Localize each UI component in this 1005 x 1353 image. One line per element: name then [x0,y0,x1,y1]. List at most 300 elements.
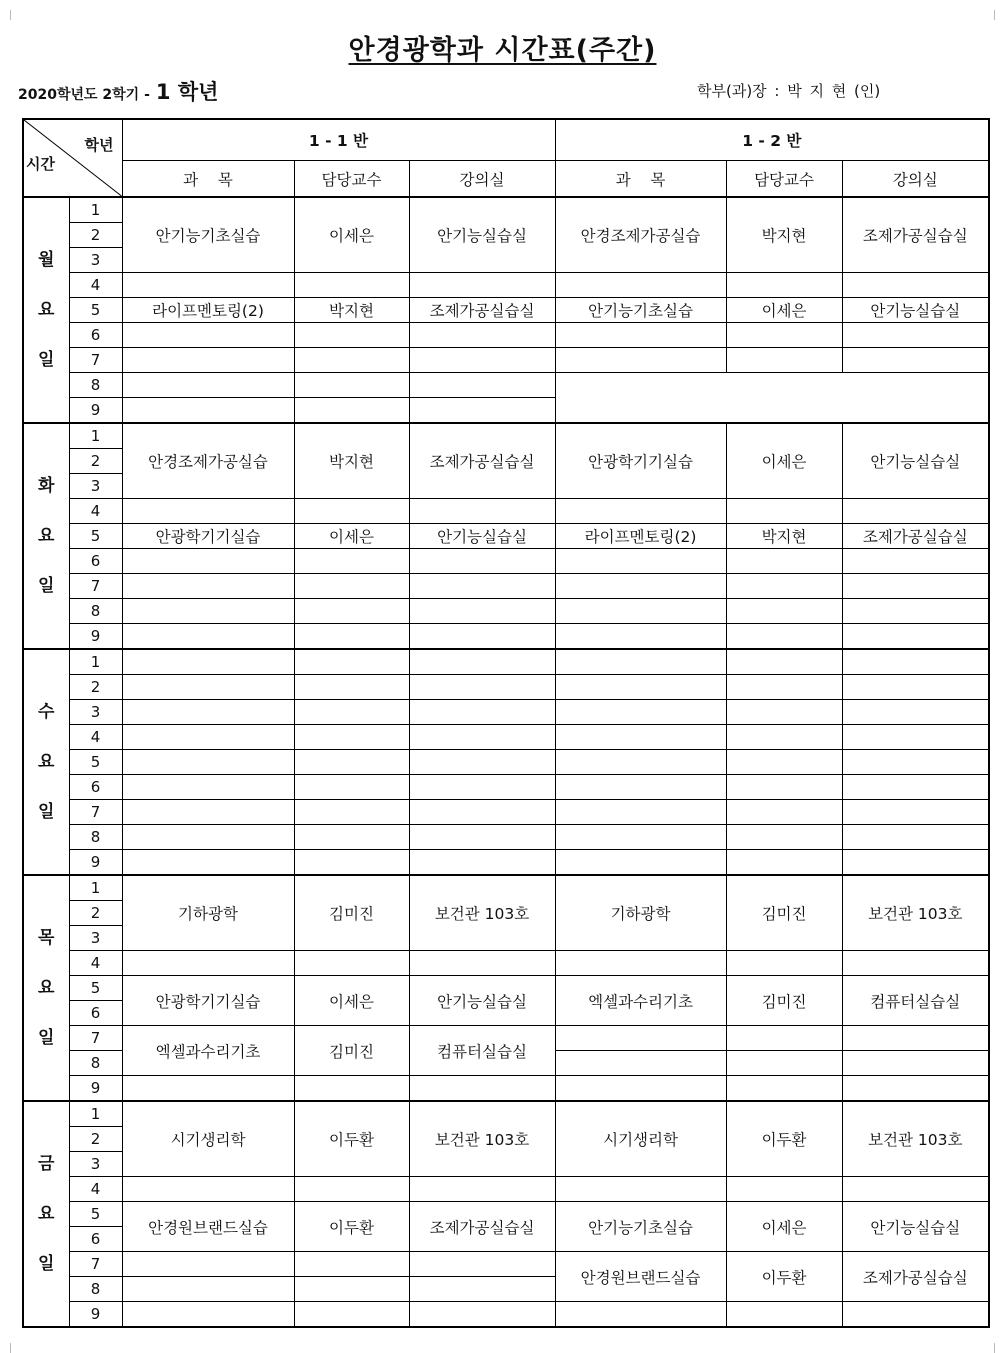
professor-cell [294,624,409,650]
table-row [23,850,989,876]
professor-cell [294,273,409,298]
period-number: 9 [69,624,122,650]
subject-cell: 라이프멘토링(2) [555,524,726,549]
period-number: 8 [69,599,122,624]
table-row [23,549,989,574]
room-cell [409,700,555,725]
table-row [23,675,989,700]
professor-cell: 박지현 [294,423,409,499]
table-row [23,574,989,599]
subject-cell: 안경조제가공실습 [555,197,726,273]
subject-cell [555,624,726,650]
professor-cell: 김미진 [726,875,842,951]
day-label [23,1101,69,1327]
room-cell [409,675,555,700]
room-cell [842,800,989,825]
professor-cell [294,549,409,574]
subject-cell [122,1277,294,1302]
room-cell [842,1302,989,1328]
subject-cell [122,825,294,850]
period-number: 1 [69,197,122,223]
room-cell: 보건관 103호 [409,875,555,951]
room-cell [409,273,555,298]
period-number: 4 [69,499,122,524]
professor-cell: 김미진 [294,1026,409,1076]
subject-cell [555,775,726,800]
professor-cell: 이세은 [726,298,842,323]
class1-professor-header: 담당교수 [294,161,409,198]
corner-grade-label: 학년 [84,136,114,154]
table-row [23,1302,989,1328]
room-cell [842,499,989,524]
professor-cell [294,750,409,775]
subject-cell [555,1076,726,1102]
table-row [23,1252,989,1277]
period-number: 8 [69,1277,122,1302]
professor-cell [294,951,409,976]
day-label [23,875,69,1101]
professor-cell [294,1252,409,1277]
room-cell [409,800,555,825]
day-char: 일 [38,802,55,822]
table-row [23,725,989,750]
subject-cell [122,398,294,424]
professor-cell [726,850,842,876]
period-number: 6 [69,1001,122,1026]
professor-cell [726,549,842,574]
room-cell: 조제가공실습실 [409,423,555,499]
subject-cell [555,1302,726,1328]
day-char: 수 [38,702,55,722]
room-cell [842,549,989,574]
room-cell: 안기능실습실 [842,298,989,323]
professor-cell [726,675,842,700]
period-number: 8 [69,373,122,398]
period-number: 5 [69,1202,122,1227]
period-number: 4 [69,725,122,750]
subject-cell [555,725,726,750]
professor-cell [726,574,842,599]
professor-cell [294,348,409,373]
room-cell [409,725,555,750]
subject-cell [122,675,294,700]
room-cell: 보건관 103호 [409,1101,555,1177]
room-cell: 안기능실습실 [409,197,555,273]
subject-cell [555,800,726,825]
day-char: 요 [38,1204,55,1224]
professor-cell: 이두환 [294,1101,409,1177]
room-cell [409,599,555,624]
subject-cell [555,1051,726,1076]
room-cell [409,1177,555,1202]
subject-cell [122,599,294,624]
room-cell [842,675,989,700]
table-row [23,499,989,524]
room-cell: 안기능실습실 [409,524,555,549]
professor-cell [294,800,409,825]
table-row [23,423,989,449]
subject-cell [122,348,294,373]
period-number: 2 [69,675,122,700]
table-row [23,1202,989,1227]
professor-cell: 이세은 [294,197,409,273]
subject-cell: 안기능기초실습 [555,1202,726,1252]
period-number: 4 [69,1177,122,1202]
subject-cell [555,599,726,624]
subject-cell [555,1026,726,1051]
subject-cell [122,1076,294,1102]
period-number: 2 [69,223,122,248]
subject-cell: 시기생리학 [122,1101,294,1177]
day-label [23,649,69,875]
professor-cell [726,775,842,800]
table-row [23,323,989,348]
period-number: 6 [69,549,122,574]
professor-cell [294,1277,409,1302]
room-cell [409,398,555,424]
subject-cell [122,1252,294,1277]
subject-cell [122,549,294,574]
professor-cell [294,700,409,725]
table-row [23,750,989,775]
subject-cell [555,750,726,775]
term-info [18,76,218,106]
table-row [23,599,989,624]
room-cell [842,825,989,850]
room-cell [409,1076,555,1102]
period-number: 8 [69,825,122,850]
room-cell: 보건관 103호 [842,1101,989,1177]
professor-cell [726,1026,842,1051]
subject-cell [555,649,726,675]
class1-subject-header: 과 목 [122,161,294,198]
subject-cell [555,323,726,348]
day-char: 요 [38,978,55,998]
subject-cell [555,348,726,373]
room-cell [842,1076,989,1102]
professor-cell [294,649,409,675]
subject-cell [555,574,726,599]
subject-cell [122,700,294,725]
room-cell [842,725,989,750]
room-cell [409,549,555,574]
room-cell: 조제가공실습실 [842,197,989,273]
table-row [23,524,989,549]
professor-cell [726,273,842,298]
period-number: 5 [69,976,122,1001]
room-cell [842,700,989,725]
professor-cell: 이세은 [726,1202,842,1252]
table-row [23,624,989,650]
class1-room-header: 강의실 [409,161,555,198]
day-char: 일 [38,350,55,370]
subject-cell: 안광학기기실습 [555,423,726,499]
subject-cell [122,800,294,825]
subject-cell: 안기능기초실습 [555,298,726,323]
period-number: 7 [69,348,122,373]
subject-cell: 안경조제가공실습 [122,423,294,499]
table-row [23,700,989,725]
class2-header: 1 - 2 반 [555,119,989,161]
period-number: 6 [69,1227,122,1252]
professor-cell: 이세은 [726,423,842,499]
subject-cell: 안기능기초실습 [122,197,294,273]
room-cell: 보건관 103호 [842,875,989,951]
subject-cell [122,850,294,876]
subject-cell [122,951,294,976]
subject-cell [555,951,726,976]
period-number: 5 [69,298,122,323]
table-row [23,875,989,901]
subject-cell [122,499,294,524]
professor-cell: 이세은 [294,524,409,549]
subject-cell: 안경원브랜드실습 [555,1252,726,1302]
period-number: 3 [69,700,122,725]
subject-cell: 안경원브랜드실습 [122,1202,294,1252]
table-row [23,775,989,800]
professor-cell [726,1051,842,1076]
room-cell [409,323,555,348]
subject-cell [122,649,294,675]
period-number: 2 [69,901,122,926]
room-cell [842,599,989,624]
professor-cell [294,850,409,876]
period-number: 7 [69,574,122,599]
professor-cell: 이두환 [294,1202,409,1252]
class1-header: 1 - 1 반 [122,119,555,161]
professor-cell [294,825,409,850]
professor-cell [294,499,409,524]
period-number: 1 [69,875,122,901]
subject-cell [122,725,294,750]
period-number: 9 [69,850,122,876]
room-cell [409,951,555,976]
room-cell: 조제가공실습실 [409,298,555,323]
subject-cell: 시기생리학 [555,1101,726,1177]
day-char: 일 [38,1028,55,1048]
subject-cell [555,675,726,700]
period-number: 1 [69,423,122,449]
period-number: 6 [69,323,122,348]
class2-subject-header: 과 목 [555,161,726,198]
period-number: 7 [69,800,122,825]
page-title: 안경광학과 시간표(주간) [348,35,657,66]
professor-cell [726,323,842,348]
professor-cell [726,649,842,675]
room-cell [842,348,989,373]
professor-cell [726,750,842,775]
period-number: 9 [69,1302,122,1328]
subject-cell: 라이프멘토링(2) [122,298,294,323]
professor-cell: 김미진 [294,875,409,951]
subject-cell [122,1302,294,1328]
room-cell [409,750,555,775]
room-cell [842,850,989,876]
professor-cell [294,398,409,424]
day-label [23,423,69,649]
day-char: 요 [38,526,55,546]
timetable [22,118,990,1328]
table-row [23,800,989,825]
room-cell [409,1252,555,1277]
room-cell [409,1302,555,1328]
corner-time-label: 시간 [26,155,55,173]
day-char: 화 [38,476,55,496]
room-cell [842,649,989,675]
room-cell [842,951,989,976]
professor-cell: 박지현 [294,298,409,323]
room-cell [842,1026,989,1051]
subject-cell [555,850,726,876]
room-cell [842,775,989,800]
subject-cell [122,574,294,599]
subject-cell [122,1177,294,1202]
room-cell [842,273,989,298]
room-cell [409,850,555,876]
room-cell [842,624,989,650]
room-cell: 조제가공실습실 [409,1202,555,1252]
room-cell [409,373,555,398]
period-number: 3 [69,248,122,273]
table-row [23,1076,989,1102]
room-cell: 안기능실습실 [842,1202,989,1252]
period-number: 4 [69,951,122,976]
professor-cell [726,1177,842,1202]
subject-cell [555,825,726,850]
subject-cell [122,624,294,650]
room-cell [842,574,989,599]
day-char: 목 [38,928,55,948]
class2-room-header: 강의실 [842,161,989,198]
table-row [23,1101,989,1127]
subject-cell: 안광학기기실습 [122,524,294,549]
table-row [23,649,989,675]
table-row [23,373,989,398]
room-cell: 조제가공실습실 [842,524,989,549]
room-cell: 조제가공실습실 [842,1252,989,1302]
room-cell: 컴퓨터실습실 [409,1026,555,1076]
professor-cell [294,1302,409,1328]
professor-cell [294,725,409,750]
professor-cell [294,775,409,800]
period-number: 2 [69,1127,122,1152]
class2-professor-header: 담당교수 [726,161,842,198]
table-row [23,1177,989,1202]
table-row [23,951,989,976]
period-number: 2 [69,449,122,474]
professor-cell [294,1177,409,1202]
professor-cell [726,1076,842,1102]
period-number: 5 [69,524,122,549]
period-number: 3 [69,1152,122,1177]
professor-cell [726,499,842,524]
professor-cell: 박지현 [726,524,842,549]
professor-cell: 박지현 [726,197,842,273]
room-cell [409,1277,555,1302]
subject-cell [122,775,294,800]
head-name: 박 지 현 (인) [787,82,881,100]
subject-cell: 엑셀과수리기초 [555,976,726,1026]
room-cell [409,775,555,800]
corner-header [23,119,122,197]
professor-cell [726,624,842,650]
period-number: 1 [69,649,122,675]
grade-label: 1 학년 [155,80,219,104]
subject-cell: 엑셀과수리기초 [122,1026,294,1076]
period-number: 9 [69,398,122,424]
room-cell: 컴퓨터실습실 [842,976,989,1026]
subject-cell [555,499,726,524]
professor-cell: 이두환 [726,1252,842,1302]
day-char: 월 [38,250,55,270]
room-cell [842,1051,989,1076]
day-char: 일 [38,576,55,596]
professor-cell [294,675,409,700]
merged-empty-cell [555,373,989,424]
day-label [23,197,69,423]
professor-cell [294,373,409,398]
period-number: 7 [69,1252,122,1277]
professor-cell [726,1302,842,1328]
subject-cell [555,1177,726,1202]
period-number: 3 [69,474,122,499]
period-number: 7 [69,1026,122,1051]
professor-cell: 김미진 [726,976,842,1026]
day-char: 일 [38,1254,55,1274]
period-number: 3 [69,926,122,951]
professor-cell [726,700,842,725]
period-number: 9 [69,1076,122,1102]
subject-cell [555,700,726,725]
day-char: 요 [38,300,55,320]
subject-cell: 기하광학 [555,875,726,951]
subject-cell: 안광학기기실습 [122,976,294,1026]
professor-cell [726,825,842,850]
table-row [23,348,989,373]
table-row [23,273,989,298]
room-cell [842,323,989,348]
room-cell: 안기능실습실 [842,423,989,499]
day-char: 금 [38,1154,55,1174]
year-term: 2020학년도 2학기 - [18,87,150,103]
professor-cell [726,599,842,624]
table-row [23,976,989,1001]
subject-cell [555,273,726,298]
period-number: 6 [69,775,122,800]
subject-cell [122,323,294,348]
professor-cell [294,1076,409,1102]
professor-cell [726,800,842,825]
table-row [23,197,989,223]
table-row [23,825,989,850]
room-cell: 안기능실습실 [409,976,555,1026]
room-cell [409,499,555,524]
subject-cell [122,750,294,775]
table-row [23,298,989,323]
professor-cell [294,599,409,624]
subject-cell [555,549,726,574]
room-cell [409,624,555,650]
professor-cell [726,951,842,976]
professor-cell [726,725,842,750]
subject-cell [122,273,294,298]
period-number: 4 [69,273,122,298]
room-cell [409,574,555,599]
head-label: 학부(과)장 : [697,82,780,100]
room-cell [409,348,555,373]
professor-cell [294,323,409,348]
professor-cell: 이세은 [294,976,409,1026]
